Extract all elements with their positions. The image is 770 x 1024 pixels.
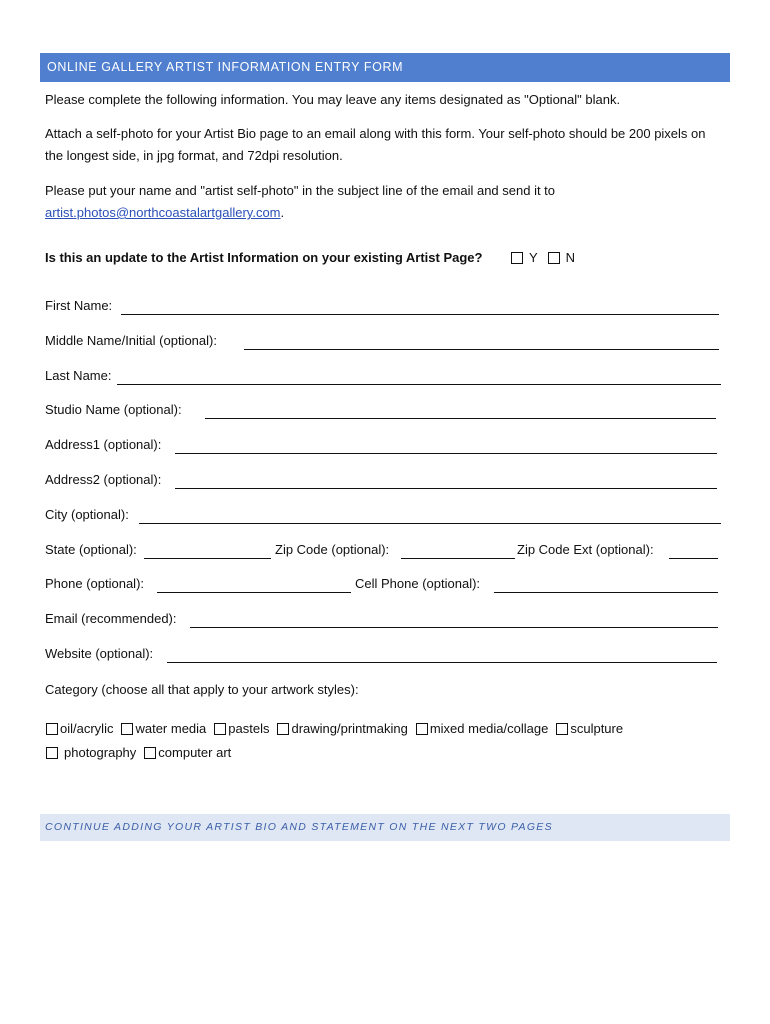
phone-row [45,576,725,596]
address1-field[interactable] [175,453,717,454]
email-label: Email (recommended): [45,611,177,626]
first-name-field[interactable] [121,314,719,315]
category-option[interactable] [277,721,407,736]
address1-label: Address1 (optional): [45,437,162,452]
category-option-label: photography [64,745,137,760]
category-option[interactable] [46,721,113,736]
category-option[interactable] [556,721,623,736]
category-options-row-2 [46,745,235,760]
cell-phone-label: Cell Phone (optional): [355,576,481,591]
footer-note-bar [40,814,730,841]
update-question-label: Is this an update to the Artist Information on your existing Artist Page? [45,250,483,265]
checkbox-water-media[interactable] [121,723,133,735]
intro-paragraph-3 [45,180,725,224]
middle-name-field[interactable] [244,349,719,350]
checkbox-oil-acrylic[interactable] [46,723,58,735]
website-field[interactable] [167,662,717,663]
zip-field[interactable] [401,558,515,559]
category-option-label: mixed media/collage [429,721,549,736]
checkbox-photography[interactable] [46,747,58,759]
category-option-label: computer art [158,745,232,760]
studio-name-field[interactable] [205,418,716,419]
website-row [45,646,725,666]
first-name-label: First Name: [45,298,113,313]
email-row [45,611,725,631]
checkbox-no[interactable] [548,252,560,264]
category-option[interactable] [144,745,231,760]
last-name-label: Last Name: [45,368,112,383]
website-label: Website (optional): [45,646,154,661]
last-name-field[interactable] [117,384,721,385]
category-option[interactable] [121,721,206,736]
category-option-label: oil/acrylic [60,721,114,736]
address2-field[interactable] [175,488,717,489]
category-option[interactable] [46,745,136,760]
checkbox-no-label: N [565,250,576,265]
checkbox-computer-art[interactable] [144,747,156,759]
last-name-row [45,368,725,388]
checkbox-yes-label: Y [529,250,538,265]
intro-paragraph-1: Please complete the following information. You may leave any items designated as "Optional" blank. [45,92,621,107]
zip-ext-field[interactable] [669,558,718,559]
email-link[interactable]: artist.photos@northcoastalartgallery.com [45,205,281,220]
zip-ext-label: Zip Code Ext (optional): [517,542,654,557]
checkbox-pastels[interactable] [214,723,226,735]
address1-row [45,437,725,457]
phone-field[interactable] [157,592,351,593]
category-options-row-1 [46,721,627,736]
state-field[interactable] [144,558,271,559]
category-option[interactable] [214,721,269,736]
middle-name-label: Middle Name/Initial (optional): [45,333,217,348]
zip-label: Zip Code (optional): [275,542,390,557]
category-option-label: pastels [228,721,270,736]
form-title-bar [40,53,730,82]
studio-name-row [45,402,725,422]
city-field[interactable] [139,523,721,524]
category-option[interactable] [416,721,549,736]
studio-name-label: Studio Name (optional): [45,402,182,417]
checkbox-sculpture[interactable] [556,723,568,735]
intro-paragraph-2: Attach a self-photo for your Artist Bio page to an email along with this form. Your self-photo should be 200 pixels on the longest side, in jpg format, and 72dpi resolution. [45,126,706,163]
update-question-options [511,250,575,265]
category-option-label: water media [135,721,207,736]
category-option-label: sculpture [570,721,624,736]
phone-label: Phone (optional): [45,576,145,591]
email-field[interactable] [190,627,718,628]
checkbox-drawing-printmaking[interactable] [277,723,289,735]
middle-name-row [45,333,725,353]
checkbox-yes[interactable] [511,252,523,264]
footer-note: CONTINUE ADDING YOUR ARTIST BIO AND STATEMENT ON THE NEXT TWO PAGES [45,821,553,833]
intro-paragraph-3-end: . [280,205,285,220]
state-zip-row [45,542,725,562]
first-name-row [45,298,725,318]
category-option-label: drawing/printmaking [291,721,408,736]
form-title: ONLINE GALLERY ARTIST INFORMATION ENTRY FORM [47,60,404,74]
checkbox-mixed-media-collage[interactable] [416,723,428,735]
cell-phone-field[interactable] [494,592,718,593]
category-label: Category (choose all that apply to your artwork styles): [45,682,359,697]
intro-paragraph-3-text: Please put your name and "artist self-photo" in the subject line of the email and send it to [45,183,556,198]
address2-row [45,472,725,492]
city-row [45,507,725,527]
state-label: State (optional): [45,542,137,557]
city-label: City (optional): [45,507,129,522]
address2-label: Address2 (optional): [45,472,162,487]
